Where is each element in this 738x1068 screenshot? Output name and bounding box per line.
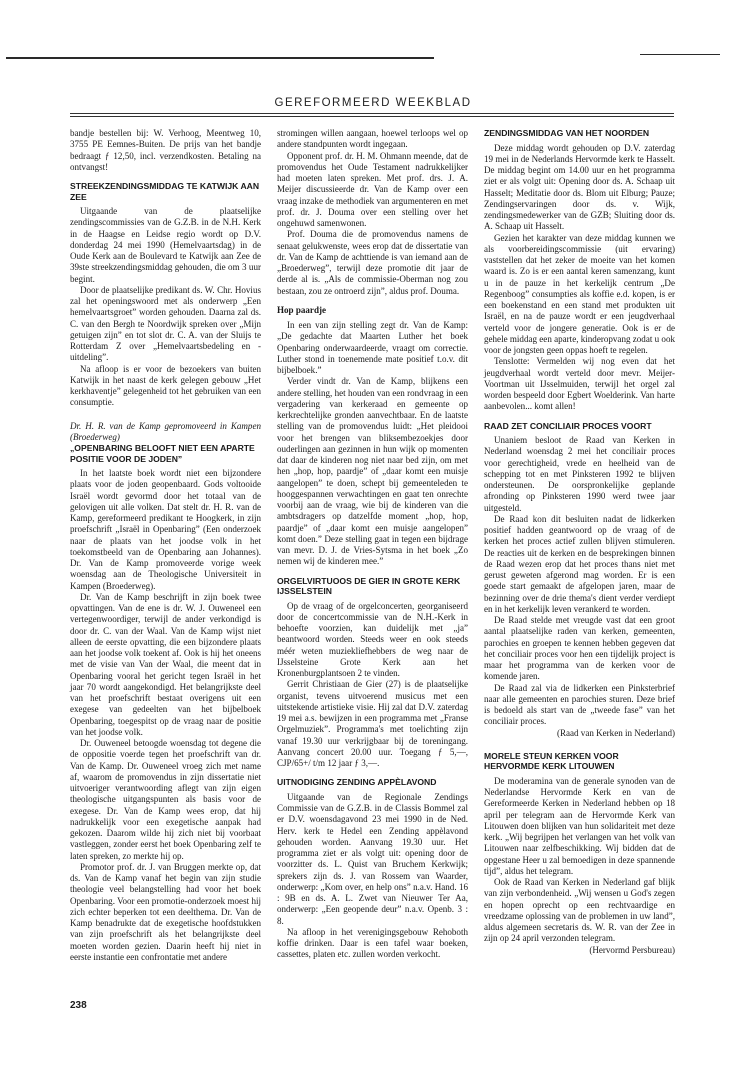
- article-heading-litouwen: MORELE STEUN KERKEN VOOR HERVORMDE KERK LITOUWEN: [484, 750, 619, 772]
- article-heading-zendingsmiddag-noorden: ZENDINGSMIDDAG VAN HET NOORDEN: [484, 128, 650, 138]
- paragraph: Ook de Raad van Kerken in Nederland gaf blijk van zijn verbondenheid. „Wij wensen u God's zegen en hopen oprecht op een rechtvaardige en vreedzame oplossing van de problemen in uw land”, aldus algemeen secretaris ds. W. R. van der Zee in zijn op 24 april verzonden telegram.: [484, 877, 675, 944]
- column-left: [70, 128, 261, 963]
- paragraph: Uitgaande van de plaatselijke zendingscommissies van de G.Z.B. in de N.H. Kerk in de Haagse en Leidse regio wordt op D.V. donderdag 24 mei 1990 (Hemelvaartsdag) in de Oude Kerk aan de Boulevard te Katwijk aan Zee de 39ste streekzendingsmiddag gehouden, die om 3 uur begint.: [70, 206, 261, 284]
- scan-top-rule-right: [640, 54, 720, 55]
- paragraph: Prof. Douma die de promovendus namens de senaat gelukwenste, wees erop dat de dissertatie van dr. Van de Kamp de achttiende is van iemand aan de „Broederweg”, terwijl deze promotie dit jaar de derde al is. „Als de commissie-Oberman nog zou bestaan, zou ze ontroerd zijn”, aldus prof. Douma.: [277, 229, 468, 296]
- page-header-title: GEREFORMEERD WEEKBLAD: [274, 97, 472, 109]
- paragraph: Verder vindt dr. Van de Kamp, blijkens een andere stelling, het houden van een rondvraag in een vergadering van kerkeraad en gemeente op kerkrechtelijke gronden aanvechtbaar. En de laatste stelling van de promovendus luidt: „Het pleidooi voor het brengen van bliksembezoekjes door ouderlingen aan gezinnen in hun wijk op momenten dat daar de kinderen nog niet naar bed zijn, om met hen „hop, hop, paardje” of „daar komt een muisje aangelopen” te doen, schept bij gemeenteleden te hooggespannen verwachtingen en gaat ten onrechte voorbij aan de vraag, wie bij de kinderen van die ambtsdragers op datzelfde moment „hop, hop, paardje” of „daar komt een muisje aangelopen” komt doen.” Deze stelling gaat in tegen een bijdrage van mevr. D. J. de Vries-Sytsma in het boek „Zo nemen wij de kinderen mee.”: [277, 376, 468, 567]
- paragraph: De Raad kon dit besluiten nadat de lidkerken positief hadden geantwoord op de vraag of de kerken het proces actief zullen blijven stimuleren. De reacties uit de kerken en de besprekingen binnen de Raad wezen erop dat het proces thans niet met gerust geweten afgerond mag worden. Er is een goede start gemaakt de afgelopen jaren, maar de bezinning over de drie thema's dient verder verdiept en in het kerkelijk leven verankerd te worden.: [484, 513, 675, 614]
- page-number: 238: [70, 1000, 87, 1011]
- article-heading-streekzendingsmiddag: STREEKZENDINGSMIDDAG TE KATWIJK AAN ZEE: [70, 181, 260, 202]
- paragraph: Tenslotte: Vermelden wij nog even dat het jeugdverhaal wordt verteld door mevr. Meijer-Voortman uit IJsselmuiden, terwijl het orgel zal worden bespeeld door Egbert Woelderink. Van harte aanbevolen... komt allen!: [484, 356, 675, 412]
- paragraph: Unaniem besloot de Raad van Kerken in Nederland woensdag 2 mei het conciliair proces voor gerechtigheid, vrede en heelheid van de schepping tot en met Pinksteren 1992 te blijven ondersteunen. De oorspronkelijke geplande afronding op Pinksteren 1990 werd twee jaar uitgesteld.: [484, 435, 675, 513]
- article-heading-conciliair-proces: RAAD ZET CONCILIAIR PROCES VOORT: [484, 420, 652, 431]
- article-heading-openbaring: „OPENBARING BELOOFT NIET EEN APARTE POSITIE VOOR DE JODEN”: [70, 443, 255, 464]
- article-source: (Raad van Kerken in Nederland): [556, 727, 675, 738]
- article-heading-appelavond: UITNODIGING ZENDING APPÈLAVOND: [277, 777, 437, 788]
- paragraph: Deze middag wordt gehouden op D.V. zaterdag 19 mei in de Nederlands Hervormde kerk te Hasselt. De middag begint om 14.00 uur en het programma ziet er als volgt uit: Opening door ds. A. Schaap uit Hasselt; Meditatie door ds. Blom uit Elburg; Pauze; Zendingservaringen door ds. v. Wijk, zendingsmedewerker van de GZB; Sluiting door ds. A. Schaap uit Hasselt.: [484, 142, 675, 232]
- paragraph: Dr. Ouweneel betoogde woensdag tot degene die de oppositie voerde tegen het proefschrift van dr. Van de Kamp. Dr. Ouweneel vroeg zich met name af, waarom de promovendus in zijn dissertatie niet uitvoeriger verantwoording aflegt van zijn eigen theologische uitgangspunten als basis voor de exegese. Dr. Van de Kamp wees erop, dat hij nadrukkelijk voor een exegetische aanpak had gekozen. Daarom wilde hij zich niet bij voorbaat vastleggen, zonder eerst het boek Openbaring zelf te laten spreken, zo merkte hij op.: [70, 738, 261, 861]
- paragraph: Na afloop is er voor de bezoekers van buiten Katwijk in het naast de kerk gelegen gebouw „Het kerkhaventje” gelegenheid tot het gebruiken van een consumptie.: [70, 363, 261, 408]
- paragraph: Op de vraag of de orgelconcerten, georganiseerd door de concertcommissie van de N.H.-Kerk in behoefte voorzien, kan duidelijk met „ja” beantwoord worden. Steeds weer en ook steeds méér weten muziekliefhebbers de weg naar de IJsselsteine Grote Kerk aan het Kronenburgplantsoen 2 te vinden.: [277, 600, 468, 678]
- scan-top-rule-left: [6, 57, 434, 59]
- article-byline: Dr. H. R. van de Kamp gepromoveerd in Kampen (Broederweg): [70, 420, 261, 442]
- paragraph: bandje bestellen bij: W. Verhoog, Meentweg 10, 3755 PE Eemnes-Buiten. De prijs van het bandje bedraagt ƒ 12,50, incl. verzendkosten. Betaling na ontvangst!: [70, 128, 261, 172]
- paragraph: stromingen willen aangaan, hoewel terloops wel op andere standpunten wordt ingegaan.: [277, 128, 468, 150]
- header-rule-bottom: [70, 116, 674, 117]
- paragraph: Opponent prof. dr. H. M. Ohmann meende, dat de promovendus het Oude Testament nadrukkelijker had moeten laten spreken. Met prof. drs. J. A. Meijer discussieerde dr. Van de Kamp over een vraag inzake de methodiek van argumenteren en met prof. dr. J. Douma over een stelling over het ongehuwd samenwonen.: [277, 150, 468, 228]
- paragraph: Dr. Van de Kamp beschrijft in zijn boek twee opvattingen. Van de ene is dr. W. J. Ouweneel een vertegenwoordiger, terwijl de ander verkondigd is door dr. C. van der Waal. Van de Kamp wijst niet alleen de eerste opvatting, die een bijzondere plaats aan het joodse volk toekent af. Ook is hij het oneens met de visie van Van der Waal, die meent dat in Openbaring vooral het gericht tegen Israël in het jaar 70 wordt aangekondigd. Het belangrijkste deel van het proefschrift bestaat overigens uit een exegese van gedeelten van het bijbelboek Openbaring, toegespitst op de vraag naar de positie van het joodse volk.: [70, 591, 261, 737]
- article-heading-orgelvirtuoos: ORGELVIRTUOOS DE GIER IN GROTE KERK IJSSELSTEIN: [277, 575, 461, 596]
- paragraph: De Raad stelde met vreugde vast dat een groot aantal plaatselijke raden van kerken, gemeenten, parochies en groepen te kennen hebben gegeven dat het conciliair proces voor hen een tijdelijk project is maar het programma van de kerken voor de komende jaren.: [484, 615, 675, 682]
- paragraph: De moderamina van de generale synoden van de Nederlandse Hervormde Kerk en van de Gereformeerde Kerken in Nederland hebben op 18 april per telegram aan de Hervormde Kerk van Litouwen doen blijken van hun solidariteit met deze kerk. „Wij begrijpen het verlangen van het volk van Litouwen naar zelfbeschikking. Wij bidden dat de opgestane Heer u zal bemoedigen in deze spannende tijd”, aldus het telegram.: [484, 775, 675, 876]
- subheading-hop-paardje: Hop paardje: [277, 304, 327, 315]
- column-middle: [277, 128, 468, 961]
- article-source: (Hervormd Persbureau): [589, 944, 675, 955]
- paragraph: Gezien het karakter van deze middag kunnen we als voorbereidingscommissie (uit ervaring) vaststellen dat het zeker de moeite van het komen waard is. Zo is er een aantal keren samenzang, kunt u in de pauze in het kerkelijk centrum „De Regenboog” consumpties als koffie e.d. kopen, is er een boekenstand en een stand met produkten uit Israël, en na de pauze wordt er een jeugdverhaal verteld voor de jongere generatie. Ook is er de gehele middag een aparte, kinderopvang zodat u ook voor de jongsten geen oppas hoeft te regelen.: [484, 232, 675, 355]
- paragraph: In het laatste boek wordt niet een bijzondere plaats voor de joden geopenbaard. Gods voltooide Israël wordt gevormd door het totaal van de gelovigen uit alle volken. Dat stelt dr. H. R. van de Kamp, gereformeerd predikant te Hoogkerk, in zijn proefschrift „Israël in Openbaring” (Een onderzoek naar de plaats van het joodse volk in het toekomstbeeld van de Openbaring aan Johannes). Dr. Van de Kamp promoveerde vorige week woensdag aan de Theologische Universiteit in Kampen (Broederweg).: [70, 468, 261, 591]
- paragraph: Door de plaatselijke predikant ds. W. Chr. Hovius zal het openingswoord met als onderwerp „Een hemelvaartsgroet” worden gehouden. Daarna zal ds. C. van den Bergh te Noordwijk spreken over „Mijn getuigen zijn” en tot slot dr. C. A. van der Sluijs te Rotterdam Z over „Hemelvaartsbedeling en -uitdeling”.: [70, 284, 261, 363]
- paragraph: Na afloop in het verenigingsgebouw Rehoboth koffie drinken. Daar is een tafel waar boeken, cassettes, platen etc. zullen worden verkocht.: [277, 926, 468, 960]
- paragraph: Promotor prof. dr. J. van Bruggen merkte op, dat ds. Van de Kamp vanaf het begin van zijn studie theologie veel belangstelling had voor het boek Openbaring. Voor een promotie-onderzoek moest hij zich echter beperken tot een deelthema. Dr. Van de Kamp benadrukte dat de exegetische hoofdstukken van zijn proefschrift als het belangrijkste deel moeten worden gezien. Daarin heeft hij niet in eerste instantie een confrontatie met andere: [70, 861, 261, 962]
- paragraph: De Raad zal via de lidkerken een Pinksterbrief naar alle gemeenten en parochies sturen. Deze brief is bedoeld als start van de „tweede fase” van het conciliair proces.: [484, 682, 675, 727]
- paragraph: Uitgaande van de Regionale Zendings Commissie van de G.Z.B. in de Classis Bommel zal er D.V. woensdagavond 23 mei 1990 in de Ned. Herv. kerk te Hedel een Zending appèlavond gehouden worden. Aanvang 19.30 uur. Het programma ziet er als volgt uit: opening door de voorzitter ds. L. Quist van Bruchem Kerkwijk; sprekers zijn ds. J. van Rossem van Waarder, onderwerp: „Kom over, en help ons” n.a.v. Hand. 16 : 9B en ds. A. L. Zwet van Nieuwer Ter Aa, onderwerp: „Een geopende deur” n.a.v. Openb. 3 : 8.: [277, 791, 468, 926]
- paragraph: Gerrit Christiaan de Gier (27) is de plaatselijke organist, tevens uitvoerend musicus met een uitstekende artistieke visie. Hij zal dat D.V. zaterdag 19 mei a.s. bewijzen in een programma met „Franse Orgelmuziek”. Programma's met toelichting zijn vanaf 19.30 uur verkrijgbaar bij de toreningang. Aanvang concert 20.00 uur. Toegang ƒ 5,—, CJP/65+/ t/m 12 jaar ƒ 3,—.: [277, 679, 468, 768]
- paragraph: In een van zijn stelling zegt dr. Van de Kamp: „De gedachte dat Maarten Luther het boek Openbaring onderwaardeerde, vraagt om correctie. Luther stond in toenemende mate positief t.o.v. dit bijbelboek.”: [277, 320, 468, 375]
- column-right: [484, 128, 675, 956]
- header-rule-top: [70, 113, 674, 114]
